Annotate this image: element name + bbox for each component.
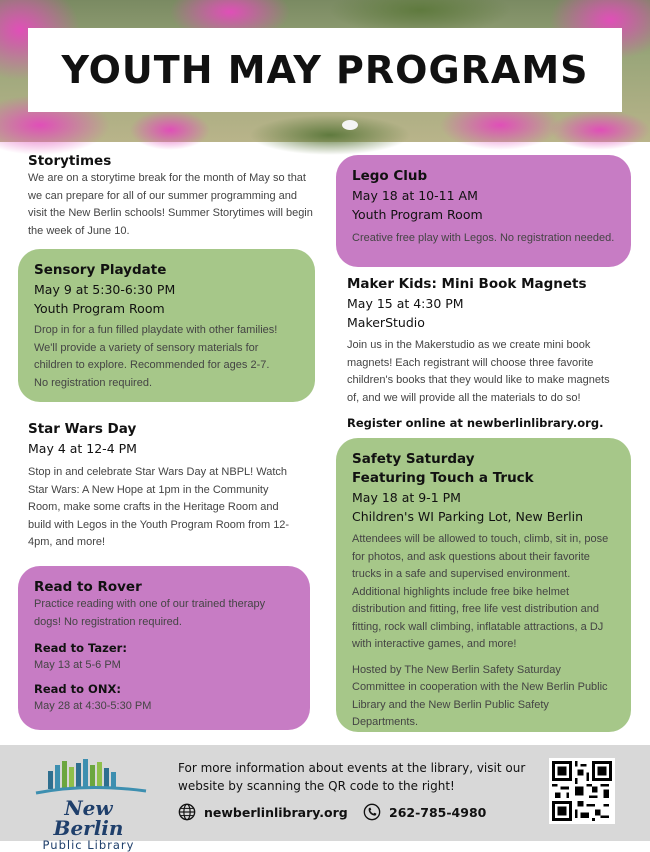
- logo-subtitle: Public Library: [42, 838, 135, 852]
- maker-date: May 15 at 4:30 PM: [347, 296, 464, 311]
- phone-contact[interactable]: [363, 803, 486, 821]
- lego-body: Creative free play with Legos. No registration needed.: [352, 232, 615, 244]
- safety-location: Children's WI Parking Lot, New Berlin: [352, 509, 584, 524]
- onx-label: Read to ONX:: [34, 681, 121, 696]
- skyline-logo-icon: [26, 759, 151, 799]
- star-wars-body: Stop in and celebrate Star Wars Day at NBPL! Watch Star Wars: A New Hope at 1pm in the Community Room, make some crafts in the Heritage Room and build with Legos in the Youth Program Room from 12-4pm, and more!: [28, 466, 290, 548]
- lego-location: Youth Program Room: [352, 207, 483, 222]
- rover-body: Practice reading with one of our trained therapy dogs! No registration required.: [34, 598, 266, 628]
- safety-saturday-card: [336, 438, 631, 732]
- maker-body: Join us in the Makerstudio as we create mini book magnets! Each registrant will choose three favorite children's books that they would like to make magnets of, and we will provide all the materials to do so!: [347, 339, 610, 404]
- library-logo: [26, 759, 151, 852]
- lego-title: Lego Club: [352, 168, 428, 184]
- website-contact[interactable]: [178, 803, 348, 821]
- safety-title-line2: Featuring Touch a Truck: [352, 470, 534, 486]
- lego-date: May 18 at 10-11 AM: [352, 188, 478, 203]
- page-title: YOUTH MAY PROGRAMS: [61, 48, 589, 92]
- storytimes-body: We are on a storytime break for the month of May so that we can prepare for all of our summer programming and visit the New Berlin schools! Summer Storytimes will begin the week of June 10.: [28, 172, 313, 237]
- rover-title: Read to Rover: [34, 579, 142, 595]
- star-wars-date: May 4 at 12-4 PM: [28, 441, 137, 456]
- footer-info: For more information about events at the library, visit our website by scanning the QR code to the right!: [178, 761, 526, 793]
- storytimes-title: Storytimes: [28, 153, 112, 169]
- footer: [0, 745, 650, 852]
- phone-icon: [363, 803, 381, 821]
- sensory-date: May 9 at 5:30-6:30 PM: [34, 282, 176, 297]
- star-wars-title: Star Wars Day: [28, 421, 137, 437]
- sensory-title: Sensory Playdate: [34, 262, 167, 278]
- maker-register-link[interactable]: Register online at newberlinlibrary.org.: [347, 416, 604, 430]
- sensory-note: No registration required.: [34, 376, 153, 389]
- tazer-label: Read to Tazer:: [34, 641, 127, 655]
- website-text[interactable]: newberlinlibrary.org: [204, 804, 348, 820]
- safety-body: Attendees will be allowed to touch, climb, sit in, pose for photos, and ask questions about their favorite trucks in a safe and supervised environment. Additional highlights include free bike helmet distribution and fitting, free life vest distribution and fitting, rock wall climbing, inflatable attractions, a DJ with interactive games, and more!: [352, 533, 609, 650]
- onx-date: May 28 at 4:30-5:30 PM: [34, 699, 152, 712]
- safety-hosted: Hosted by The New Berlin Safety Saturday Committee in cooperation with the New Berlin Public Library and the New Berlin Public Safety Departments.: [352, 663, 608, 728]
- qr-code-icon[interactable]: [549, 758, 615, 824]
- phone-text[interactable]: 262-785-4980: [389, 804, 487, 820]
- lego-club-card: [336, 155, 631, 267]
- sensory-body: Drop in for a fun filled playdate with other families! We'll provide a variety of sensory materials for children to explore. Recommended for ages 2-7.: [34, 324, 278, 371]
- tazer-date: May 13 at 5-6 PM: [34, 659, 121, 671]
- maker-location: MakerStudio: [347, 315, 425, 330]
- star-wars-section: [28, 420, 298, 552]
- maker-kids-section: [347, 275, 622, 432]
- safety-date: May 18 at 9-1 PM: [352, 490, 461, 505]
- safety-title-line1: Safety Saturday: [352, 451, 475, 467]
- hero-banner: [0, 0, 650, 142]
- title-box: [28, 28, 622, 112]
- storytimes-section: [28, 152, 313, 240]
- maker-title: Maker Kids: Mini Book Magnets: [347, 276, 587, 292]
- sensory-playdate-card: [18, 249, 315, 402]
- read-to-rover-card: [18, 566, 310, 730]
- globe-icon: [178, 803, 196, 821]
- sensory-location: Youth Program Room: [34, 301, 165, 316]
- logo-name: New Berlin: [53, 796, 124, 840]
